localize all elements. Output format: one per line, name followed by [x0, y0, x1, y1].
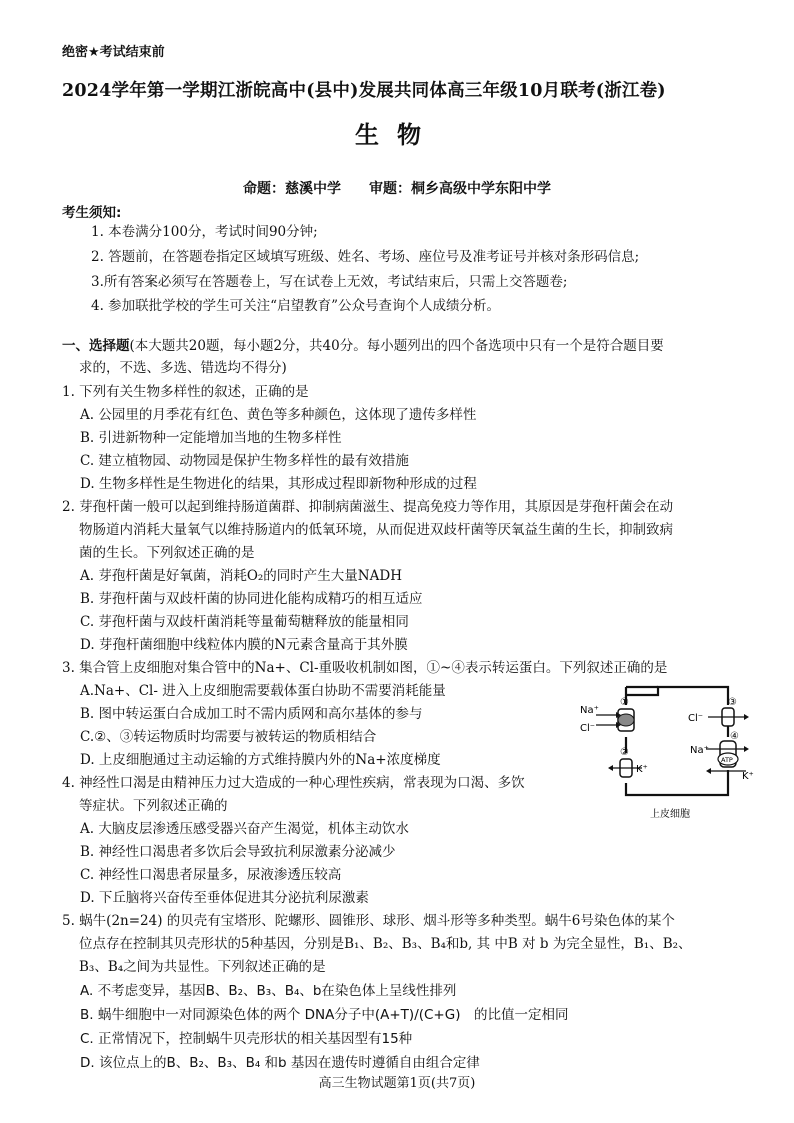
section-title: 选择题 — [89, 338, 130, 354]
na-label-left: Na⁺ — [580, 705, 599, 716]
question-2-option-b: B. 芽孢杆菌与双歧杆菌的协同进化能构成精巧的相互适应 — [80, 591, 423, 607]
transporter-3-number: ③ — [728, 697, 737, 708]
question-4-option-a: A. 大脑皮层渗透压感受器兴奋产生渴觉，机体主动饮水 — [80, 821, 409, 837]
figure-caption: 上皮细胞 — [650, 809, 690, 820]
question-3-option-d: D. 上皮细胞通过主动运输的方式维持膜内外的Na+浓度梯度 — [80, 752, 441, 768]
question-3-stem: 3. 集合管上皮细胞对集合管中的Na+、Cl-重吸收机制如图，①~④表示转运蛋白。下列叙述正确的是 — [62, 660, 668, 676]
question-1-option-b: B. 引进新物种一定能增加当地的生物多样性 — [80, 430, 342, 446]
question-5-option-d: D. 该位点上的B、B₂、B₃、B₄ 和b 基因在遗传时遵循自由组合定律 — [80, 1055, 480, 1071]
question-4-option-b: B. 神经性口渴患者多饮后会导致抗利尿激素分泌减少 — [80, 844, 396, 860]
section-instructions-line2: 求的，不选、多选、错选均不得分) — [79, 360, 287, 376]
cl-label-right: Cl⁻ — [688, 713, 704, 724]
notice-heading: 考生须知: — [62, 205, 122, 221]
atp-label: ATP — [721, 756, 733, 764]
notice-item: 4. 参加联批学校的学生可关注“启望教育”公众号查询个人成绩分析。 — [91, 298, 500, 314]
notice-item: 1. 本卷满分100分，考试时间90分钟; — [91, 224, 318, 240]
transporter-3-icon — [708, 708, 749, 726]
transporter-1-icon — [596, 709, 634, 731]
transporter-4-number: ④ — [730, 731, 739, 742]
notice-item: 2. 答题前，在答题卷指定区域填写班级、姓名、考场、座位号及准考证号并核对条形码信息; — [91, 249, 640, 265]
question-2-stem: 2. 芽孢杆菌一般可以起到维持肠道菌群、抑制病菌滋生、提高免疫力等作用，其原因是芽孢杆菌会在动 — [62, 499, 674, 515]
question-3-option-b: B. 图中转运蛋白合成加工时不需内质网和高尔基体的参与 — [80, 706, 423, 722]
question-5-option-b: B. 蜗牛细胞中一对同源染色体的两个 DNA分子中(A+T)/(C+G) 的比值一定相同 — [80, 1007, 569, 1023]
question-5-option-a: A. 不考虑变异，基因B、B₂、B₃、B₄、b在染色体上呈线性排列 — [80, 983, 457, 999]
question-3-option-c: C.②、③转运物质时均需要与被转运的物质相结合 — [80, 729, 377, 745]
question-1-stem: 1. 下列有关生物多样性的叙述，正确的是 — [62, 384, 309, 400]
na-label-right: Na⁺ — [690, 745, 709, 756]
epithelial-cell-diagram — [578, 675, 768, 830]
question-1-option-a: A. 公园里的月季花有红色、黄色等多种颜色，这体现了遗传多样性 — [80, 407, 477, 423]
question-2-option-a: A. 芽孢杆菌是好氧菌，消耗O₂的同时产生大量NADH — [80, 568, 402, 584]
question-2-stem: 菌的生长。下列叙述正确的是 — [79, 545, 255, 561]
section-instructions: (本大题共20题，每小题2分，共40分。每小题列出的四个备选项中只有一个是符合题目要 — [129, 338, 664, 354]
section-number: 一、 — [62, 338, 89, 354]
confidential-label: 绝密★考试结束前 — [62, 45, 165, 60]
question-5-option-c: C. 正常情况下，控制蜗牛贝壳形状的相关基因型有15种 — [80, 1031, 413, 1047]
transporter-2-number: ② — [620, 747, 629, 758]
notice-item: 3.所有答案必须写在答题卷上，写在试卷上无效，考试结束后，只需上交答题卷; — [91, 274, 568, 290]
question-4-option-d: D. 下丘脑将兴奋传至垂体促进其分泌抗利尿激素 — [80, 890, 369, 906]
question-1-option-d: D. 生物多样性是生物进化的结果，其形成过程即新物种形成的过程 — [80, 476, 477, 492]
question-1-option-c: C. 建立植物园、动物园是保护生物多样性的最有效措施 — [80, 453, 409, 469]
page-footer: 高三生物试题第1页(共7页) — [318, 1076, 476, 1091]
question-5-stem: B₃、B₄之间为共显性。下列叙述正确的是 — [79, 959, 326, 975]
cell-membrane — [626, 687, 728, 795]
exam-title: 2024学年第一学期江浙皖高中(县中)发展共同体高三年级10月联考(浙江卷) — [62, 81, 666, 101]
k-label-right: K⁺ — [742, 771, 754, 782]
question-4-stem: 4. 神经性口渴是由精神压力过大造成的一种心理性疾病，常表现为口渴、多饮 — [62, 775, 525, 791]
cl-label-left: Cl⁻ — [580, 723, 596, 734]
transporter-1-number: ① — [620, 697, 629, 708]
section-heading — [62, 336, 664, 356]
k-label-left: K⁺ — [636, 764, 648, 775]
question-4-option-c: C. 神经性口渴患者尿量多，尿液渗透压较高 — [80, 867, 342, 883]
subject-title: 生物 — [355, 120, 439, 149]
question-4-stem: 等症状。下列叙述正确的 — [79, 798, 228, 814]
question-5-stem: 位点存在控制其贝壳形状的5种基因，分别是B₁、B₂、B₃、B₄和b, 其 中B 对 b 为完全显性，B₁、B₂、 — [79, 936, 692, 952]
question-2-option-d: D. 芽孢杆菌细胞中线粒体内膜的N元素含量高于其外膜 — [80, 637, 408, 653]
question-3-option-a: A.Na+、Cl- 进入上皮细胞需要载体蛋白协助不需要消耗能量 — [80, 683, 446, 699]
question-5-stem: 5. 蜗牛(2n=24) 的贝壳有宝塔形、陀螺形、圆锥形、球形、烟斗形等多种类型。蜗牛6号染色体的某个 — [62, 913, 675, 929]
question-2-option-c: C. 芽孢杆菌与双歧杆菌消耗等量葡萄糖释放的能量相同 — [80, 614, 409, 630]
author-credit: 命题：慈溪中学 审题：桐乡高级中学东阳中学 — [243, 181, 551, 197]
question-2-stem: 物肠道内消耗大量氧气以维持肠道内的低氧环境，从而促进双歧杆菌等厌氧益生菌的生长，抑制致病 — [79, 522, 673, 538]
